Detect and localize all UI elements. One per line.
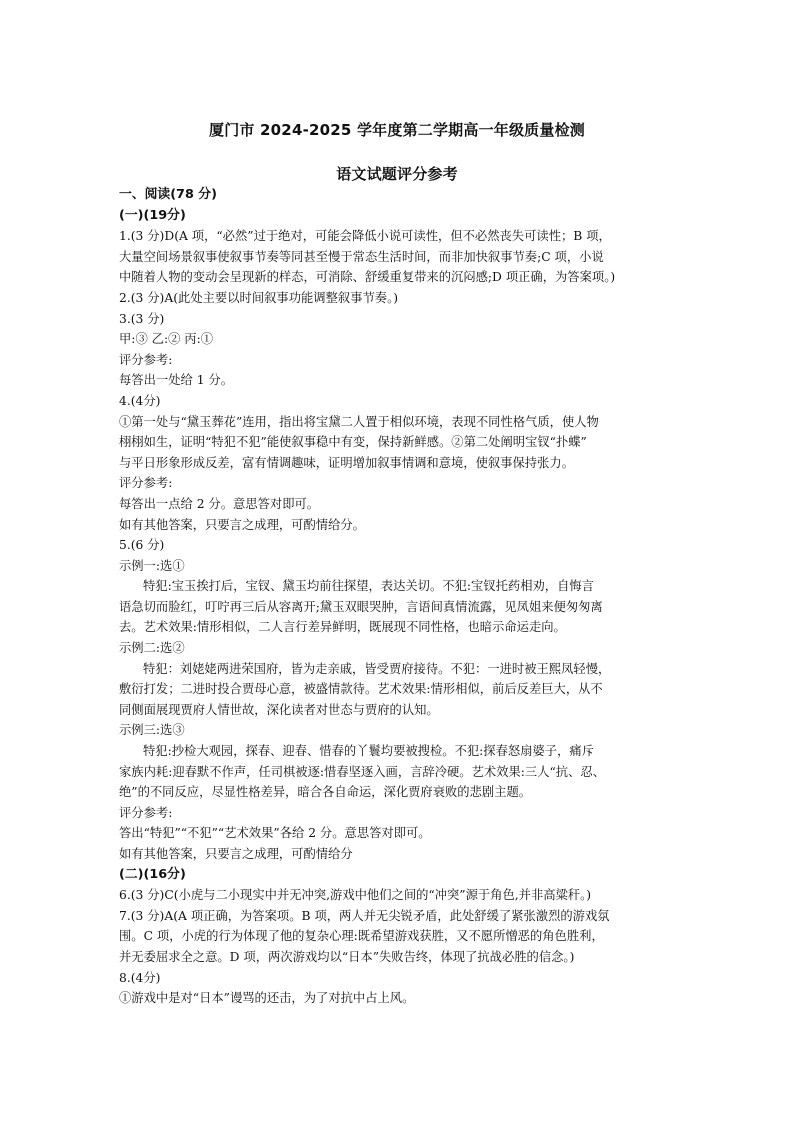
text-line: 示例二:选② [119,641,185,656]
section-heading: (二)(16分) [119,866,186,882]
text-line: ①第一处与“黛玉葬花”连用，指出将宝黛二人置于相似环境，表现不同性格气质，使人物 [119,414,599,429]
text-line: 5.(6 分) [119,538,165,553]
text-line: 特犯:抄检大观园，探春、迎春、惜春的丫鬟均要被搜检。不犯:探春怒扇婆子，痛斥 [143,744,594,759]
text-line: 示例三:选③ [119,723,185,738]
text-line: 示例一:选① [119,558,185,573]
text-line: 语急切而脸红，叮咛再三后从容离开;黛玉双眼哭肿，言语间真情流露，见凤姐来便匆匆离 [119,599,603,614]
section-heading: 一、阅读(78 分) [119,187,217,202]
text-line: 1.(3 分)D(A 项，“必然”过于绝对，可能会降低小说可读性，但不必然丧失可读性；B 项， [119,229,611,244]
text-line: 并无委屈求全之意。D 项，两次游戏均以“日本”失败告终，体现了抗战必胜的信念。) [119,949,575,964]
text-line: 栩栩如生，证明“特犯不犯”能使叙事稳中有变，保持新鲜感。②第二处阐明宝钗“扑蝶” [119,435,587,450]
text-line: 评分参考: [119,352,173,367]
text-line: 甲:③ 乙:② 丙:① [119,332,214,347]
text-line: 6.(3 分)C(小虎与二小现实中并无冲突,游戏中他们之间的“冲突”源于角色,并非高粱秆。) [119,888,592,903]
text-line: 去。艺术效果:情形相似，二人言行差异鲜明，既展现不同性格，也暗示命运走向。 [119,620,566,635]
text-line: 8.(4分) [119,970,161,985]
text-line: 7.(3 分)A(A 项正确，为答案项。B 项，两人并无尖锐矛盾，此处舒缓了紧张激烈的游戏氛 [119,908,610,923]
text-line: 大量空间场景叙事使叙事节奏等同甚至慢于常态生活时间，而非加快叙事节奏;C 项，小说 [119,249,604,264]
text-line: 评分参考: [119,805,173,820]
text-line: 如有其他答案，只要言之成理，可酌情给分。 [119,517,365,532]
text-line: 绝”的不同反应，尽显性格差异，暗合各自命运，深化贾府衰败的悲剧主题。 [119,785,532,800]
text-line: 与平日形象形成反差，富有情调趣味，证明增加叙事情调和意境，使叙事保持张力。 [119,455,574,470]
text-line: 围。C 项，小虎的行为体现了他的复杂心理:既希望游戏获胜，又不愿所憎恶的角色胜利， [119,929,604,944]
text-line: 4.(4分) [119,393,161,408]
text-line: 每答出一处给 1 分。 [119,373,234,388]
document-subtitle: 语文试题评分参考 [336,165,458,183]
text-line: 特犯：刘姥姥两进荣国府，皆为走亲戚，皆受贾府接待。不犯：一进时被王熙凤轻慢， [143,661,611,676]
text-line: 敷衍打发；二进时投合贾母心意，被盛情款待。艺术效果:情形相似，前后反差巨大，从不 [119,682,603,697]
section-heading: (一)(19分) [119,207,186,223]
text-line: 答出“特犯”“不犯”“艺术效果”各给 2 分。意思答对即可。 [119,826,431,841]
answer-content [119,185,679,1009]
text-line: 中随着人物的变动会呈现新的样态，可消除、舒缓重复带来的沉闷感;D 项正确，为答案项。) [119,270,616,285]
text-line: 3.(3 分) [119,311,165,326]
text-line: ①游戏中是对“日本”谩骂的还击，为了对抗中占上风。 [119,991,415,1006]
document-title: 厦门市 2024-2025 学年度第二学期高一年级质量检测 [209,121,585,139]
text-line: 同侧面展现贾府人情世故，深化读者对世态与贾府的认知。 [119,702,439,717]
text-line: 特犯:宝玉挨打后，宝钗、黛玉均前往探望，表达关切。不犯:宝钗托药相劝，自悔言 [143,579,594,594]
text-line: 如有其他答案，只要言之成理，可酌情给分 [119,847,353,861]
text-line: 家族内耗:迎春默不作声，任司棋被逐:惜春坚逐入画，言辞冷硬。艺术效果:三人“抗、忍、 [119,764,605,779]
text-line: 每答出一点给 2 分。意思答对即可。 [119,496,320,511]
text-line: 2.(3 分)A(此处主要以时间叙事功能调整叙事节奏。) [119,290,399,305]
text-line: 评分参考: [119,476,173,491]
